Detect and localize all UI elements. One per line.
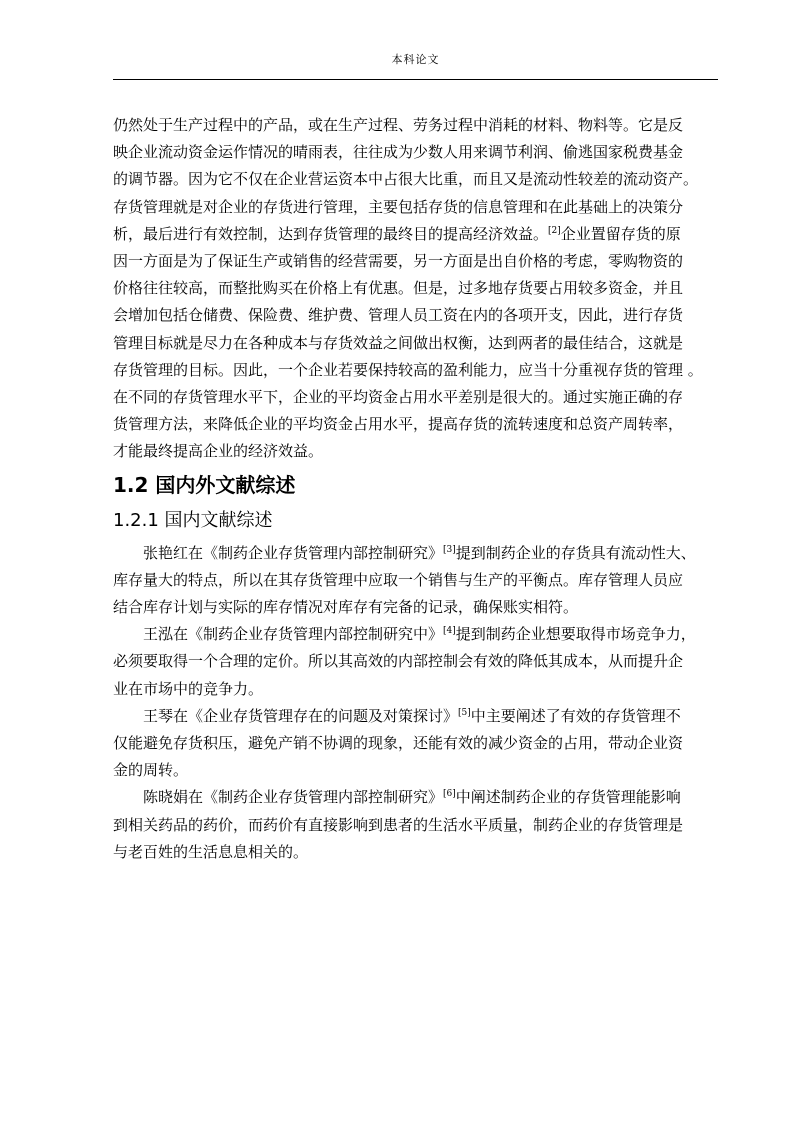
review-paragraph <box>113 784 718 866</box>
citation-ref: [2] <box>548 225 561 236</box>
text-segment: 提到制药企业想要取得市场竞争力， <box>455 625 696 644</box>
citation-ref: [5] <box>458 707 471 718</box>
text-line: 到相关药品的药价，而药价有直接影响到患者的生活水平质量，制药企业的存货管理是 <box>113 815 684 834</box>
text-line: 存货管理就是对企业的存货进行管理，主要包括存货的信息管理和在此基础上的决策分 <box>113 197 684 216</box>
citation-ref: [6] <box>443 789 456 800</box>
text-line: 因一方面是为了保证生产或销售的经营需要，另一方面是出自价格的考虑，零购物资的 <box>113 252 684 271</box>
text-line: 会增加包括仓储费、保险费、维护费、管理人员工资在内的各项开支，因此，进行存货 <box>113 306 684 325</box>
header-divider <box>113 79 718 80</box>
text-segment: 张艳红在《制药企业存货管理内部控制研究》 <box>143 543 444 562</box>
text-segment: 析，最后进行有效控制，达到存货管理的最终目的提高经济效益。 <box>113 224 549 243</box>
running-header: 本科论文 <box>391 53 440 66</box>
text-line: 结合库存计划与实际的库存情况对库存有完备的记录，确保账实相符。 <box>113 598 579 617</box>
text-segment: 中阐述制药企业的存货管理能影响 <box>455 788 681 807</box>
text-line: 在不同的存货管理水平下，企业的平均资金占用水平差别是很大的。通过实施正确的存 <box>113 388 684 407</box>
text-line: 存货管理的目标。因此，一个企业若要保持较高的盈利能力，应当十分重视存货的管理 。 <box>113 360 703 379</box>
text-line <box>113 540 718 567</box>
text-segment: 企业置留存货的原 <box>560 224 681 243</box>
citation-ref: [3] <box>443 544 456 555</box>
text-line: 管理目标就是尽力在各种成本与存货效益之间做出权衡，达到两者的最佳结合，这就是 <box>113 333 684 352</box>
text-line: 仍然处于生产过程中的产品，或在生产过程、劳务过程中消耗的材料、物料等。它是反 <box>113 116 684 134</box>
text-line: 才能最终提高企业的经济效益。 <box>113 442 324 461</box>
text-line: 业在市场中的竞争力。 <box>113 679 264 698</box>
text-line: 库存量大的特点，所以在其存货管理中应取一个销售与生产的平衡点。库存管理人员应 <box>113 570 684 589</box>
review-paragraph <box>113 621 718 703</box>
text-line: 的调节器。因为它不仅在企业营运资本中占很大比重，而且又是流动性较差的流动资产。 <box>113 170 699 189</box>
text-line: 价格往往较高，而整批购买在价格上有优惠。但是，过多地存货要占用较多资金，并且 <box>113 279 684 298</box>
text-segment: 王泓在《制药企业存货管理内部控制研究中》 <box>143 625 444 644</box>
page-body <box>113 112 718 866</box>
text-line: 与老百姓的生活息息相关的。 <box>113 842 309 861</box>
text-line: 金的周转。 <box>113 761 189 780</box>
text-segment: 提到制药企业的存货具有流动性大、 <box>455 543 696 562</box>
intro-paragraph <box>113 112 718 466</box>
citation-ref: [4] <box>443 626 456 637</box>
text-line: 映企业流动资金运作情况的晴雨表，往往成为少数人用来调节利润、偷逃国家税费基金 <box>113 143 684 162</box>
text-line: 必须要取得一个合理的定价。所以其高效的内部控制会有效的降低其成本，从而提升企 <box>113 652 684 671</box>
subsection-heading: 1.2.1 国内文献综述 <box>113 509 273 531</box>
text-segment: 中主要阐述了有效的存货管理不 <box>470 706 681 725</box>
text-line: 仅能避免存货积压，避免产销不协调的现象，还能有效的减少资金的占用，带动企业资 <box>113 734 684 753</box>
text-segment: 陈晓娟在《制药企业存货管理内部控制研究》 <box>143 788 444 807</box>
review-paragraph <box>113 703 718 785</box>
text-line <box>113 221 718 248</box>
text-line <box>113 621 718 648</box>
text-line <box>113 784 718 811</box>
text-segment: 王琴在《企业存货管理存在的问题及对策探讨》 <box>143 706 459 725</box>
text-line: 货管理方法，来降低企业的平均资金占用水平，提高存货的流转速度和总资产周转率， <box>113 415 684 434</box>
review-paragraph <box>113 540 718 622</box>
section-heading: 1.2 国内外文献综述 <box>113 472 296 497</box>
text-line <box>113 703 718 730</box>
